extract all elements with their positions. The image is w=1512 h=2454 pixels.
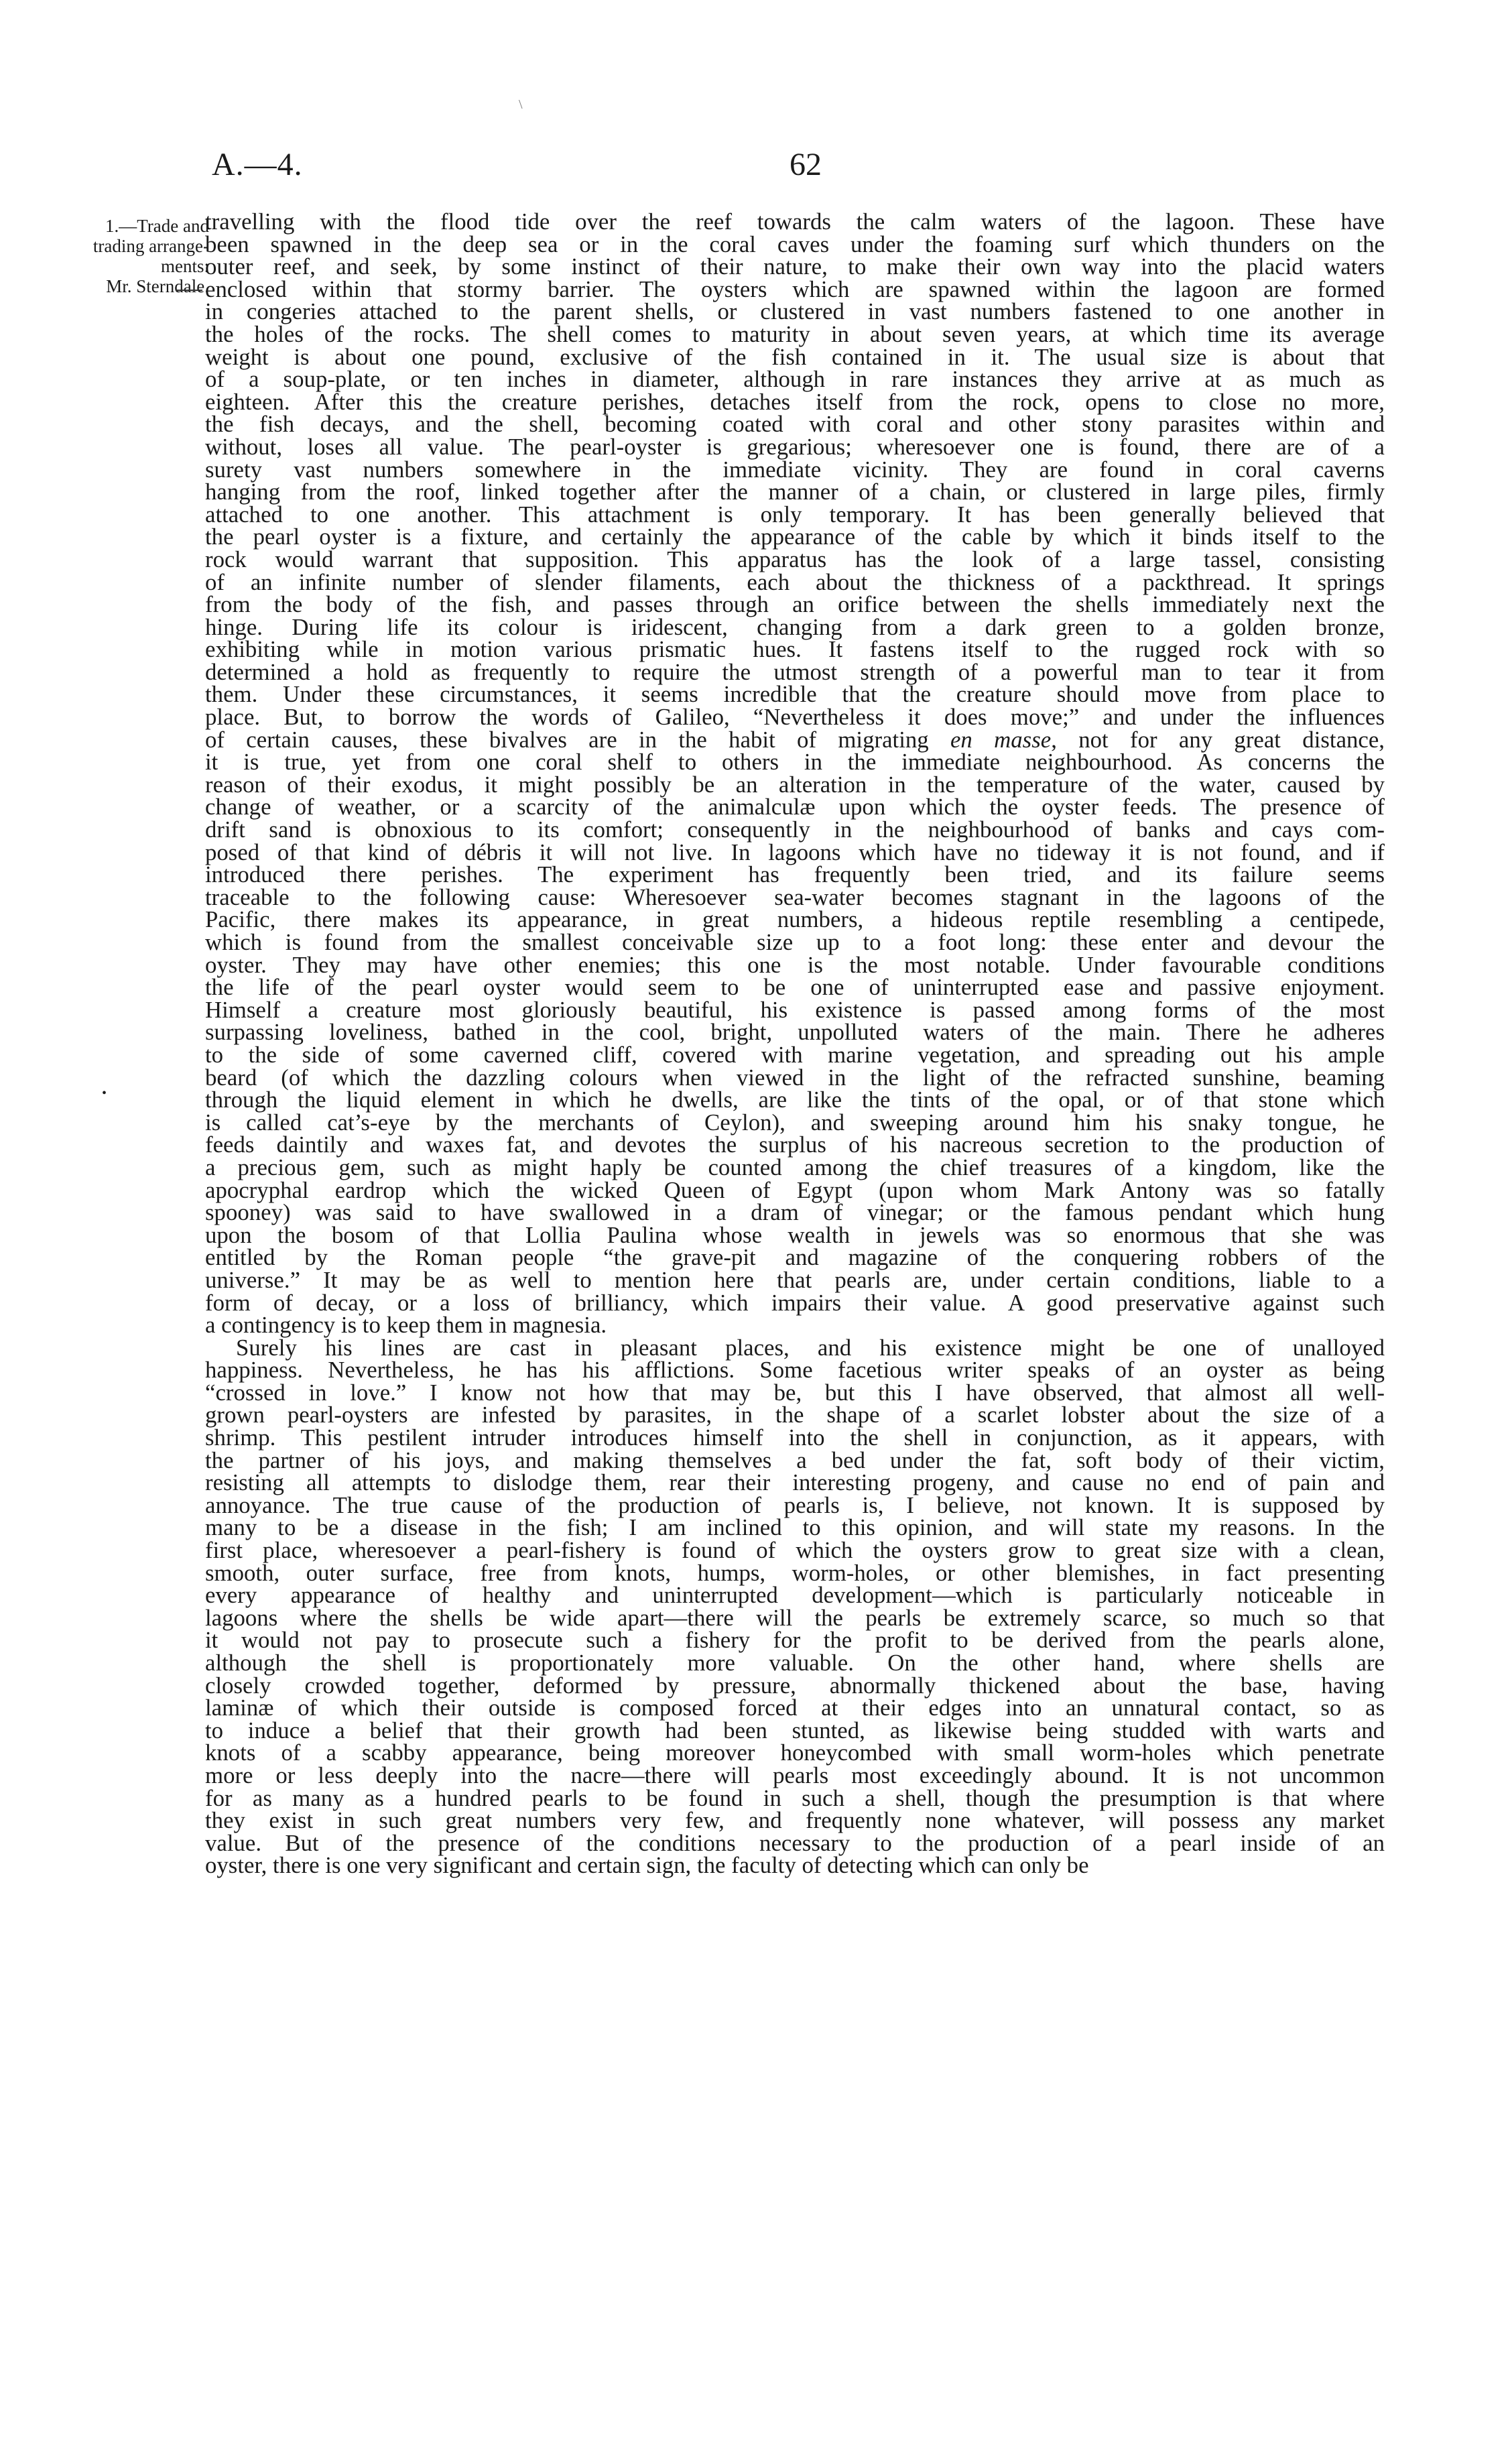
text-line: lagoons where the shells be wide apart—there will the pearls be extremely scarce, so much so that [205, 1604, 1385, 1631]
marginal-note [42, 216, 209, 296]
page-number: 62 [790, 147, 822, 182]
text-line: surpassing loveliness, bathed in the cool, bright, unpolluted waters of the main. There he adheres [205, 1019, 1385, 1046]
text-line: upon the bosom of that Lollia Paulina whose wealth in jewels was so enormous that she was [205, 1221, 1385, 1248]
text-line: them. Under these circumstances, it seems incredible that the creature should move from place to [205, 681, 1385, 708]
text-line: it would not pay to prosecute such a fishery for the profit to be derived from the pearls alone, [205, 1627, 1385, 1654]
body-text [205, 210, 1385, 1877]
text-line: reason of their exodus, it might possibly be an alteration in the temperature of the water, caused by [205, 771, 1385, 798]
text-line: eighteen. After this the creature perishes, detaches itself from the rock, opens to close no more, [205, 388, 1385, 415]
text-line: traceable to the following cause: Wheresoever sea-water becomes stagnant in the lagoons of the [205, 883, 1385, 910]
text-line: posed of that kind of débris it will not live. In lagoons which have no tideway it is not found, and if [205, 839, 1385, 865]
text-line: the life of the pearl oyster would seem to be one of uninterrupted ease and passive enjoyment. [205, 974, 1385, 1001]
marginal-note-line: 1.—Trade and [105, 216, 209, 236]
text-line: of certain causes, these bivalves are in the habit of migrating en masse, not for any great distance, [205, 726, 1385, 753]
text-line: it is true, yet from one coral shelf to others in the immediate neighbourhood. As concerns the [205, 749, 1385, 776]
text-line: the pearl oyster is a fixture, and certainly the appearance of the cable by which it binds itself to the [205, 524, 1385, 550]
stray-mark: \ [519, 97, 523, 112]
text-line: which is found from the smallest conceivable size up to a foot long: these enter and devour the [205, 929, 1385, 955]
text-line: to the side of some caverned cliff, covered with marine vegetation, and spreading out his ample [205, 1041, 1385, 1068]
text-line: a contingency is to keep them in magnesia. [205, 1312, 607, 1339]
text-line: grown pearl-oysters are infested by parasites, in the shape of a scarlet lobster about the size of a [205, 1402, 1385, 1428]
text-line: oyster. They may have other enemies; this one is the most notable. Under favourable conditions [205, 951, 1385, 978]
text-line: “crossed in love.” I know not how that may be, but this I have observed, that almost all well- [205, 1379, 1385, 1406]
text-line: annoyance. The true cause of the production of pearls is, I believe, not known. It is supposed by [205, 1491, 1385, 1518]
text-line: to induce a belief that their growth had been stunted, as likewise being studded with warts and [205, 1717, 1385, 1743]
text-line: is called cat’s-eye by the merchants of Ceylon), and sweeping around him his snaky tongue, he [205, 1109, 1385, 1136]
text-line: from the body of the fish, and passes through an orifice between the shells immediately next the [205, 591, 1385, 618]
text-line: many to be a disease in the fish; I am inclined to this opinion, and will state my reasons. In the [205, 1514, 1385, 1541]
text-line: form of decay, or a loss of brilliancy, which impairs their value. A good preservative against such [205, 1289, 1385, 1316]
text-line: of an infinite number of slender filaments, each about the thickness of a packthread. It springs [205, 568, 1385, 595]
text-line: determined a hold as frequently to require the utmost strength of a powerful man to tear it from [205, 658, 1385, 685]
text-line: a precious gem, such as might haply be counted among the chief treasures of a kingdom, like the [205, 1154, 1385, 1180]
text-line: hanging from the roof, linked together after the manner of a chain, or clustered in large piles, firmly [205, 479, 1385, 505]
text-line: resisting all attempts to dislodge them, rear their interesting progeny, and cause no end of pain and [205, 1469, 1385, 1496]
text-line: knots of a scabby appearance, being moreover honeycombed with small worm-holes which penetrate [205, 1739, 1385, 1766]
text-line: feeds daintily and waxes fat, and devotes the surplus of his nacreous secretion to the production of [205, 1131, 1385, 1158]
text-line: happiness. Nevertheless, he has his afflictions. Some facetious writer speaks of an oyster as being [205, 1357, 1385, 1384]
text-line: of a soup-plate, or ten inches in diameter, although in rare instances they arrive at as much as [205, 366, 1385, 393]
text-line: laminæ of which their outside is composed forced at their edges into an unnatural contact, so as [205, 1695, 1385, 1721]
text-line: hinge. During life its colour is iridescent, changing from a dark green to a golden bronze, [205, 613, 1385, 640]
text-line: the fish decays, and the shell, becoming coated with coral and other stony parasites within and [205, 411, 1385, 438]
text-line: smooth, outer surface, free from knots, humps, worm-holes, or other blemishes, in fact presenting [205, 1559, 1385, 1586]
text-line: introduced there perishes. The experiment has frequently been tried, and its failure seems [205, 861, 1385, 888]
text-line: Pacific, there makes its appearance, in great numbers, a hideous reptile resembling a centipede, [205, 906, 1385, 933]
marginal-note-line: Mr. Sterndale. [106, 276, 209, 296]
text-line: drift sand is obnoxious to its comfort; consequently in the neighbourhood of banks and cays com- [205, 816, 1385, 843]
text-line: universe.” It may be as well to mention here that pearls are, under certain conditions, liable to a [205, 1266, 1385, 1293]
text-line: without, loses all value. The pearl-oyster is gregarious; wheresoever one is found, there are of a [205, 433, 1385, 460]
text-line: Surely his lines are cast in pleasant places, and his existence might be one of unalloyed [236, 1334, 1385, 1361]
text-line: every appearance of healthy and uninterrupted development—which is particularly noticeable in [205, 1582, 1385, 1609]
text-line: entitled by the Roman people “the grave-pit and magazine of the conquering robbers of the [205, 1244, 1385, 1271]
text-line: oyster, there is one very significant and certain sign, the faculty of detecting which can only be [205, 1852, 1089, 1879]
marginal-note-line: trading arrange- [92, 236, 209, 256]
text-line: been spawned in the deep sea or in the coral caves under the foaming surf which thunders on the [205, 231, 1385, 257]
marginal-note-line: ments: [161, 256, 209, 276]
text-line: shrimp. This pestilent intruder introduces himself into the shell in conjunction, as it appears, with [205, 1424, 1385, 1451]
text-line: outer reef, and seek, by some instinct of their nature, to make their own way into the placid waters [205, 253, 1385, 280]
text-line: enclosed within that stormy barrier. The oysters which are spawned within the lagoon are formed [205, 275, 1385, 302]
text-line: apocryphal eardrop which the wicked Queen of Egypt (upon whom Mark Antony was so fatally [205, 1176, 1385, 1203]
text-line: first place, wheresoever a pearl-fishery is found of which the oysters grow to great size with a clean, [205, 1537, 1385, 1564]
text-line: although the shell is proportionately more valuable. On the other hand, where shells are [205, 1650, 1385, 1676]
text-line: in congeries attached to the parent shells, or clustered in vast numbers fastened to one another in [205, 298, 1385, 325]
text-line: the partner of his joys, and making themselves a bed under the fat, soft body of their victim, [205, 1447, 1385, 1473]
text-line: rock would warrant that supposition. This apparatus has the look of a large tassel, consisting [205, 546, 1385, 572]
text-line: surety vast numbers somewhere in the immediate vicinity. They are found in coral caverns [205, 456, 1385, 483]
text-line: change of weather, or a scarcity of the animalculæ upon which the oyster feeds. The presence of [205, 794, 1385, 820]
marginal-divider [176, 290, 202, 291]
text-line: spooney) was said to have swallowed in a dram of vinegar; or the famous pendant which hung [205, 1199, 1385, 1226]
text-line: exhibiting while in motion various prismatic hues. It fastens itself to the rugged rock with so [205, 636, 1385, 663]
text-line: through the liquid element in which he dwells, are like the tints of the opal, or of that stone which [205, 1087, 1385, 1113]
text-line: weight is about one pound, exclusive of the fish contained in it. The usual size is about that [205, 343, 1385, 370]
text-line: attached to one another. This attachment is only temporary. It has been generally believed that [205, 501, 1385, 528]
text-line: they exist in such great numbers very few, and frequently none whatever, will possess any market [205, 1807, 1385, 1834]
text-line: the holes of the rocks. The shell comes to maturity in about seven years, at which time its average [205, 320, 1385, 347]
text-line: place. But, to borrow the words of Galileo, “Nevertheless it does move;” and under the influences [205, 704, 1385, 731]
text-line: beard (of which the dazzling colours when viewed in the light of the refracted sunshine, beaming [205, 1064, 1385, 1091]
text-line: closely crowded together, deformed by pressure, abnormally thickened about the base, having [205, 1672, 1385, 1699]
text-line: more or less deeply into the nacre—there will pearls most exceedingly abound. It is not uncommon [205, 1762, 1385, 1788]
margin-dot: • [102, 1086, 107, 1101]
section-reference: A.—4. [212, 147, 303, 182]
text-line: for as many as a hundred pearls to be found in such a shell, though the presumption is that where [205, 1784, 1385, 1811]
text-line: value. But of the presence of the conditions necessary to the production of a pearl inside of an [205, 1829, 1385, 1856]
text-line: Himself a creature most gloriously beautiful, his existence is passed among forms of the most [205, 996, 1385, 1023]
text-line: travelling with the flood tide over the reef towards the calm waters of the lagoon. These have [205, 208, 1385, 235]
